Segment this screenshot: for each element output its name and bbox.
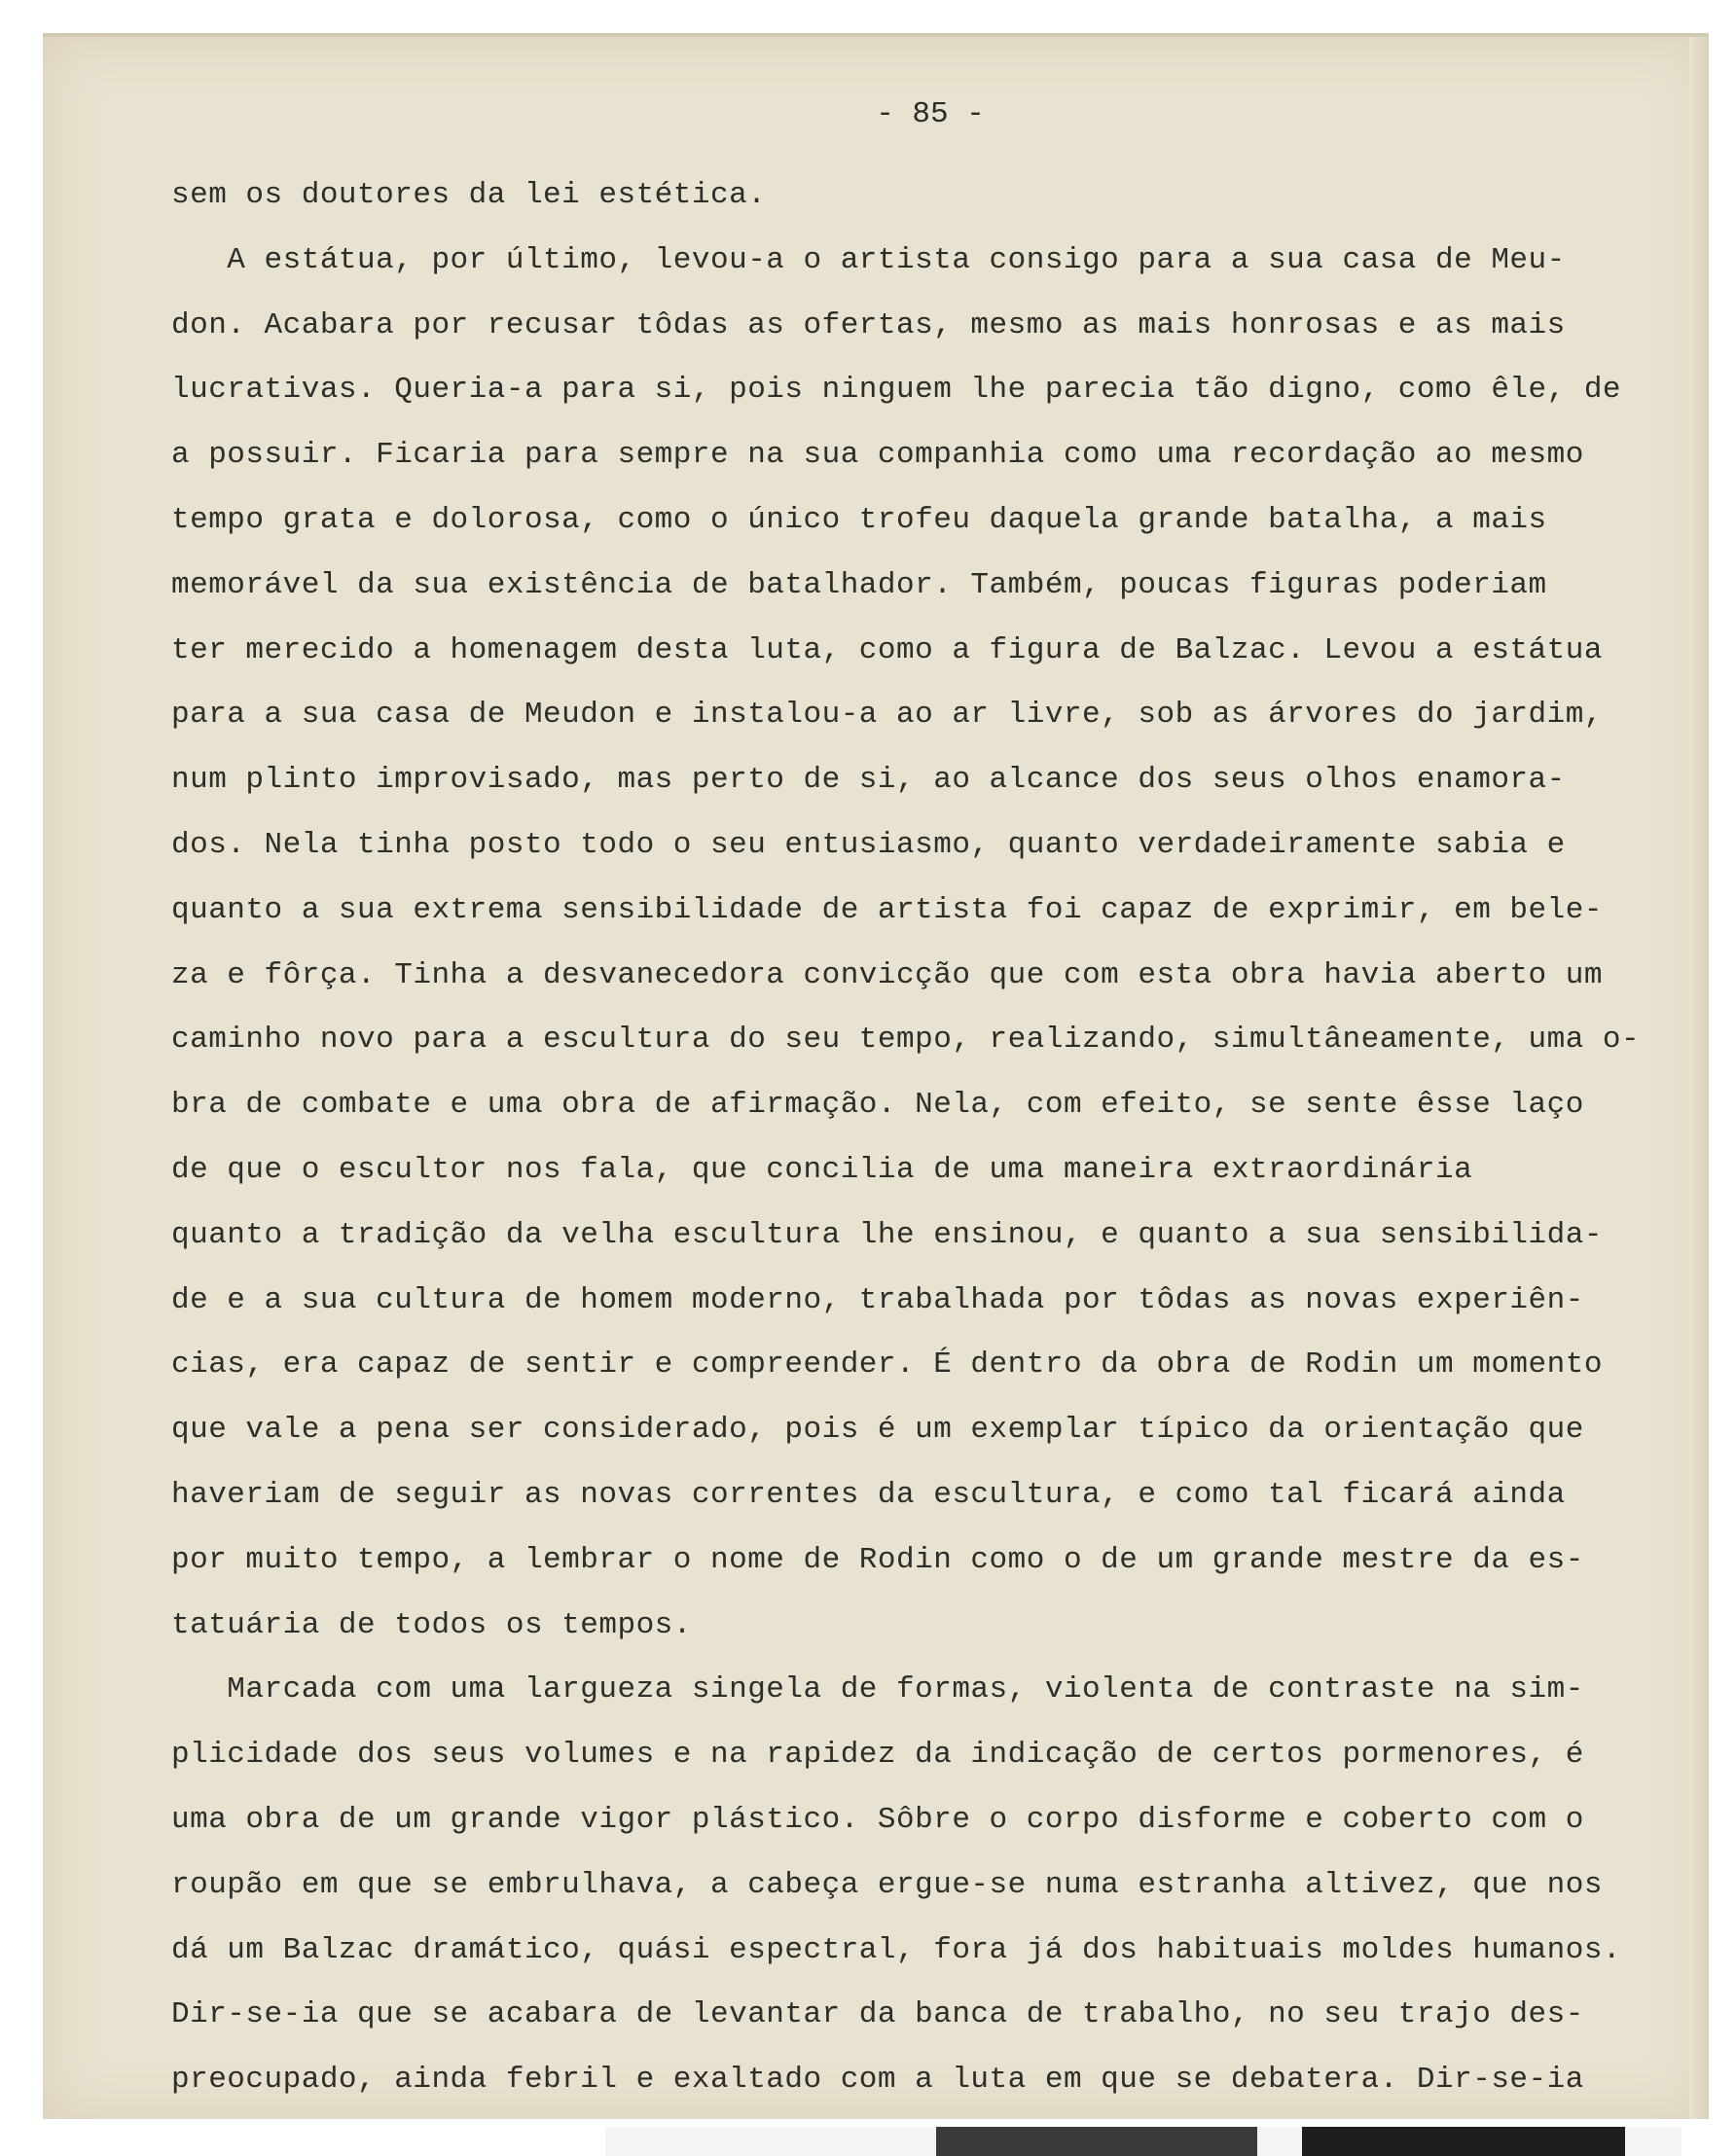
color-calibration-strip bbox=[605, 2127, 1682, 2156]
text-line: dos. Nela tinha posto todo o seu entusiasmo, quanto verdadeiramente sabia e bbox=[171, 827, 1566, 862]
text-line: para a sua casa de Meudon e instalou-a ao ar livre, sob as árvores do jardim, bbox=[171, 698, 1603, 733]
text-line: haveriam de seguir as novas correntes da escultura, e como tal ficará ainda bbox=[171, 1477, 1566, 1512]
text-line: quanto a sua extrema sensibilidade de artista foi capaz de exprimir, em bele- bbox=[171, 892, 1603, 927]
text-line: memorável da sua existência de batalhador. Também, poucas figuras poderiam bbox=[171, 567, 1547, 602]
text-line: caminho novo para a escultura do seu tempo, realizando, simultâneamente, uma o- bbox=[171, 1023, 1641, 1058]
text-line: A estátua, por último, levou-a o artista consigo para a sua casa de Meu- bbox=[171, 242, 1566, 277]
text-line: cias, era capaz de sentir e compreender. É dentro da obra de Rodin um momento bbox=[171, 1348, 1603, 1383]
text-line: bra de combate e uma obra de afirmação. Nela, com efeito, se sente êsse laço bbox=[171, 1088, 1584, 1123]
calibration-dark bbox=[936, 2127, 1257, 2156]
text-line: Dir-se-ia que se acabara de levantar da banca de trabalho, no seu trajo des- bbox=[171, 1997, 1584, 2032]
text-line: sem os doutores da lei estética. bbox=[171, 178, 767, 212]
text-line: de que o escultor nos fala, que concilia de uma maneira extraordinária bbox=[171, 1152, 1473, 1187]
text-line: Marcada com uma largueza singela de formas, violenta de contraste na sim- bbox=[171, 1672, 1584, 1707]
text-line: don. Acabara por recusar tôdas as ofertas, mesmo as mais honrosas e as mais bbox=[171, 307, 1566, 342]
text-line: de e a sua cultura de homem moderno, trabalhada por tôdas as novas experiên- bbox=[171, 1282, 1584, 1317]
text-line: a possuir. Ficaria para sempre na sua companhia como uma recordação ao mesmo bbox=[171, 438, 1584, 473]
text-line: que vale a pena ser considerado, pois é um exemplar típico da orientação que bbox=[171, 1413, 1584, 1448]
text-line: num plinto improvisado, mas perto de si, ao alcance dos seus olhos enamora- bbox=[171, 763, 1566, 798]
text-line: roupão em que se embrulhava, a cabeça ergue-se numa estranha altivez, que nos bbox=[171, 1867, 1603, 1902]
text-line: plicidade dos seus volumes e na rapidez da indicação de certos pormenores, é bbox=[171, 1738, 1584, 1773]
body-text bbox=[171, 163, 1689, 2113]
text-line: ter merecido a homenagem desta luta, como a figura de Balzac. Levou a estátua bbox=[171, 632, 1603, 667]
text-line: por muito tempo, a lembrar o nome de Rodin como o de um grande mestre da es- bbox=[171, 1542, 1584, 1577]
text-line: za e fôrça. Tinha a desvanecedora convicção que com esta obra havia aberto um bbox=[171, 957, 1603, 992]
text-line: dá um Balzac dramático, quási espectral, fora já dos habituais moldes humanos. bbox=[171, 1932, 1622, 1967]
page-number: - 85 - bbox=[876, 97, 985, 131]
calibration-white bbox=[1625, 2127, 1682, 2156]
calibration-black bbox=[1302, 2127, 1625, 2156]
sheet-right-edge bbox=[1689, 37, 1709, 2119]
text-line: quanto a tradição da velha escultura lhe ensinou, e quanto a sua sensibilida- bbox=[171, 1217, 1603, 1252]
text-line: preocupado, ainda febril e exaltado com a luta em que se debatera. Dir-se-ia bbox=[171, 2063, 1584, 2098]
text-line: uma obra de um grande vigor plástico. Sôbre o corpo disforme e coberto com o bbox=[171, 1802, 1584, 1837]
text-line: tempo grata e dolorosa, como o único trofeu daquela grande batalha, a mais bbox=[171, 502, 1547, 537]
text-line: tatuária de todos os tempos. bbox=[171, 1607, 692, 1642]
calibration-white bbox=[1257, 2127, 1302, 2156]
text-line: lucrativas. Queria-a para si, pois ninguem lhe parecia tão digno, como êle, de bbox=[171, 373, 1622, 408]
calibration-white bbox=[605, 2127, 936, 2156]
